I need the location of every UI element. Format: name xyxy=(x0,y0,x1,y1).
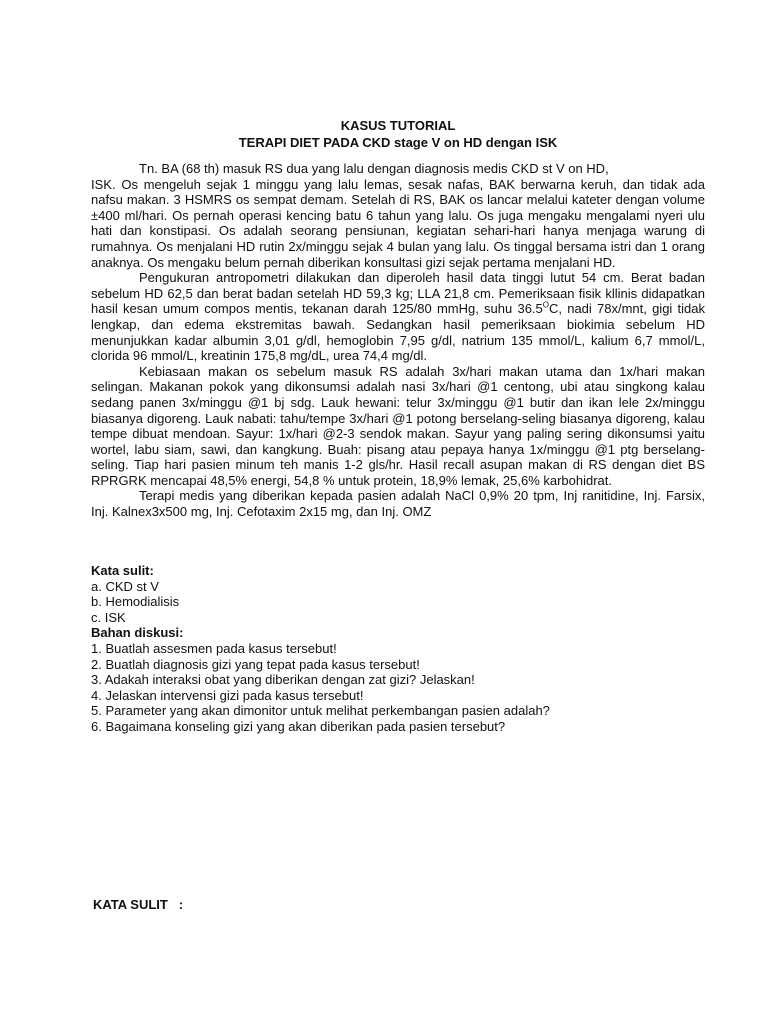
list-item: 2. Buatlah diagnosis gizi yang tepat pada kasus tersebut! xyxy=(91,656,420,672)
case-paragraph-2 xyxy=(91,270,705,364)
biochemistry-text: C, nadi 78x/mnt, gigi tidak lengkap, dan edema ekstremitas bawah. Sedangkan hasil pemeriksaan biokimia sebelum HD menunjukkan kadar albumin 3,01 g/dl, hemoglobin 7,95 g/dl, natrium 135 mmol/L, kalium 6,7 mmol/L, clorida 96 mmol/L, kreatinin 175,8 mg/dL, urea 74,4 mg/dl. xyxy=(91,301,705,364)
list-item: b. Hemodialisis xyxy=(91,594,180,610)
kata-sulit-list xyxy=(91,579,705,626)
list-item: 5. Parameter yang akan dimonitor untuk melihat perkembangan pasien adalah? xyxy=(91,703,550,719)
kata-sulit-heading: Kata sulit: xyxy=(91,563,154,578)
case-paragraph-3: Kebiasaan makan os sebelum masuk RS adalah 3x/hari makan utama dan 1x/hari makan selingan. Makanan pokok yang dikonsumsi adalah nasi 3x/hari @1 centong, ubi atau singkong kalau sedang panen 3x/minggu @1 bj sdg. Lauk hewani: telur 3x/minggu @1 butir dan ikan lele 2x/minggu biasanya digoreng. Lauk nabati: tahu/tempe 3x/hari @1 potong berselang-seling biasanya digoreng, kalau tempe dibuat mendoan. Sayur: 1x/hari @2-3 sendok makan. Sayur yang paling sering dikonsumsi yaitu wortel, labu siam, sawi, dan kangkung. Buah: pisang atau pepaya hanya 1x/minggu @1 ptg berselang-seling. Tiap hari pasien minum teh manis 1-2 gls/hr. Hasil recall asupan makan di RS dengan diet BS RPRGRK mencapai 48,5% energi, 54,8 % untuk protein, 18,9% lemak, 25,6% karbohidrat. xyxy=(91,363,705,488)
title-block xyxy=(91,117,705,151)
discussion-section xyxy=(91,563,705,735)
list-item: 3. Adakah interaksi obat yang diberikan dengan zat gizi? Jelaskan! xyxy=(91,672,475,688)
case-paragraph-1: ISK. Os mengeluh sejak 1 minggu yang lalu lemas, sesak nafas, BAK berwarna keruh, dan tidak ada nafsu makan. 3 HSMRS os sempat demam. Setelah di RS, BAK os lancar melalui kateter dengan volume ±400 ml/hari. Os pernah operasi kencing batu 6 tahun yang lalu. Os juga mengaku mengalami nyeri ulu hati dan konstipasi. Os adalah seorang pensiunan, kegiatan sehari-hari hanya menjaga warung di rumahnya. Os menjalani HD rutin 2x/minggu sejak 4 bulan yang lalu. Os tinggal bersama istri dan 1 orang anaknya. Os mengaku belum pernah diberikan konsultasi gizi sejak pertama menjalani HD. xyxy=(91,176,705,270)
bahan-diskusi-list xyxy=(91,641,705,735)
list-item: 1. Buatlah assesmen pada kasus tersebut! xyxy=(91,640,337,656)
document-title: KASUS TUTORIAL xyxy=(340,118,456,133)
anthropometry-text: Pengukuran antropometri dilakukan dan diperoleh hasil data tinggi lutut 54 cm. Berat badan sebelum HD 62,5 dan berat badan setelah HD 59,3 kg; LLA 21,8 cm. Pemeriksaan fisik kllinis didapatkan hasil kesan umum compos mentis, tekanan darah 125/80 mmHg, suhu 36.5 xyxy=(91,270,705,317)
degree-superscript: O xyxy=(542,301,549,311)
list-item: a. CKD st V xyxy=(91,578,159,594)
bahan-diskusi-heading: Bahan diskusi: xyxy=(91,625,184,641)
kata-sulit-footer-heading: KATA SULIT : xyxy=(93,897,184,912)
document-subtitle: TERAPI DIET PADA CKD stage V on HD dengan ISK xyxy=(238,135,558,150)
case-paragraph-4: Terapi medis yang diberikan kepada pasien adalah NaCl 0,9% 20 tpm, Inj ranitidine, Inj. Farsix, Inj. Kalnex3x500 mg, Inj. Cefotaxim 2x15 mg, dan Inj. OMZ xyxy=(91,488,705,520)
list-item: 4. Jelaskan intervensi gizi pada kasus tersebut! xyxy=(91,687,364,703)
list-item: 6. Bagaimana konseling gizi yang akan diberikan pada pasien tersebut? xyxy=(91,718,506,734)
list-item: c. ISK xyxy=(91,609,126,625)
case-description xyxy=(91,161,705,520)
case-paragraph-1-first-line: Tn. BA (68 th) masuk RS dua yang lalu dengan diagnosis medis CKD st V on HD, xyxy=(139,161,609,176)
